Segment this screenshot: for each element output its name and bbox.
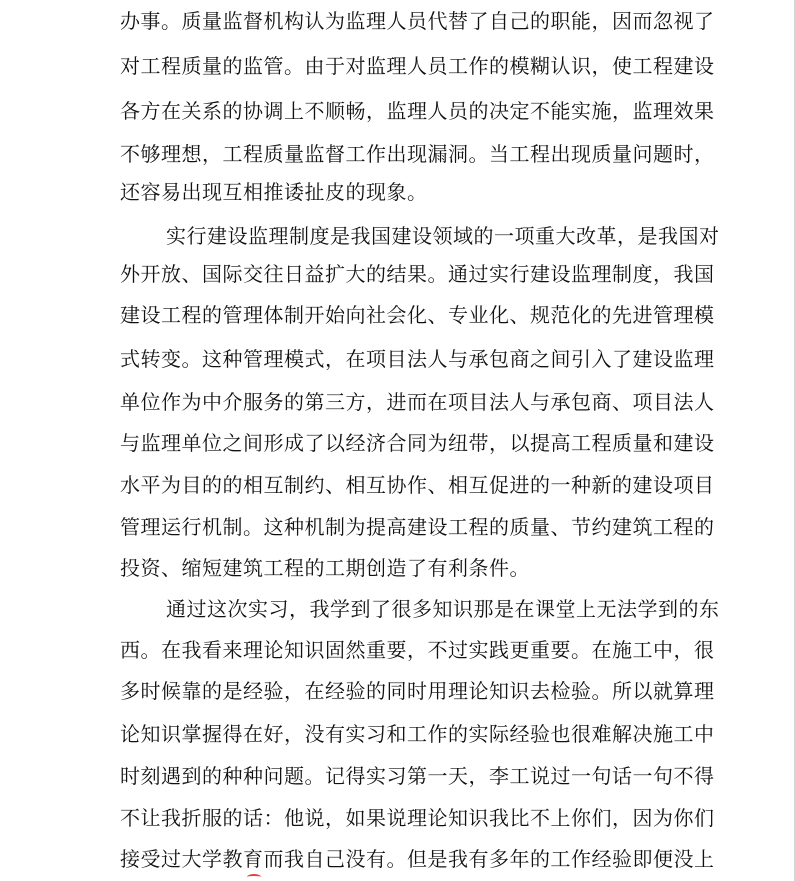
paragraph-line: 不够理想，工程质量监督工作出现漏洞。当工程出现质量问题时， <box>120 142 715 166</box>
paragraph-line: 与监理单位之间形成了以经济合同为纽带，以提高工程质量和建设 <box>120 431 715 455</box>
paragraph-line: 不让我折服的话：他说，如果说理论知识我比不上你们，因为你们 <box>120 806 715 830</box>
paragraph-line: 论知识掌握得在好，没有实习和工作的实际经验也很难解决施工中 <box>120 722 715 746</box>
document-body <box>120 0 720 881</box>
paragraph-line: 水平为目的的相互制约、相互协作、相互促进的一种新的建设项目 <box>120 473 715 497</box>
paragraph-line: 管理运行机制。这种机制为提高建设工程的质量、节约建筑工程的 <box>120 515 715 539</box>
paragraph-line: 对工程质量的监管。由于对监理人员工作的模糊认识，使工程建设 <box>120 54 715 78</box>
paragraph-line: 式转变。这种管理模式，在项目法人与承包商之间引入了建设监理 <box>120 347 715 371</box>
paragraph-line: 各方在关系的协调上不顺畅，监理人员的决定不能实施，监理效果 <box>120 99 715 123</box>
paragraph-line: 多时候靠的是经验，在经验的同时用理论知识去检验。所以就算理 <box>120 679 715 703</box>
red-annotation-mark <box>247 874 261 880</box>
paragraph-line: 通过这次实习，我学到了很多知识那是在课堂上无法学到的东 <box>166 597 720 621</box>
paragraph-line: 建设工程的管理体制开始向社会化、专业化、规范化的先进管理模 <box>120 303 715 327</box>
paragraph-line: 投资、缩短建筑工程的工期创造了有利条件。 <box>120 556 530 580</box>
paragraph-line: 接受过大学教育而我自己没有。但是我有多年的工作经验即便没上 <box>120 847 715 871</box>
paragraph-line: 西。在我看来理论知识固然重要，不过实践更重要。在施工中，很 <box>120 638 715 662</box>
paragraph-line: 时刻遇到的种种问题。记得实习第一天，李工说过一句话一句不得 <box>120 764 715 788</box>
paragraph-line: 单位作为中介服务的第三方，进而在项目法人与承包商、项目法人 <box>120 390 715 414</box>
paragraph-line: 实行建设监理制度是我国建设领域的一项重大改革，是我国对 <box>166 224 720 248</box>
paragraph-line: 外开放、国际交往日益扩大的结果。通过实行建设监理制度，我国 <box>120 262 715 286</box>
paragraph-line: 还容易出现互相推诿扯皮的现象。 <box>120 180 428 204</box>
paragraph-line: 办事。质量监督机构认为监理人员代替了自己的职能，因而忽视了 <box>120 9 715 33</box>
